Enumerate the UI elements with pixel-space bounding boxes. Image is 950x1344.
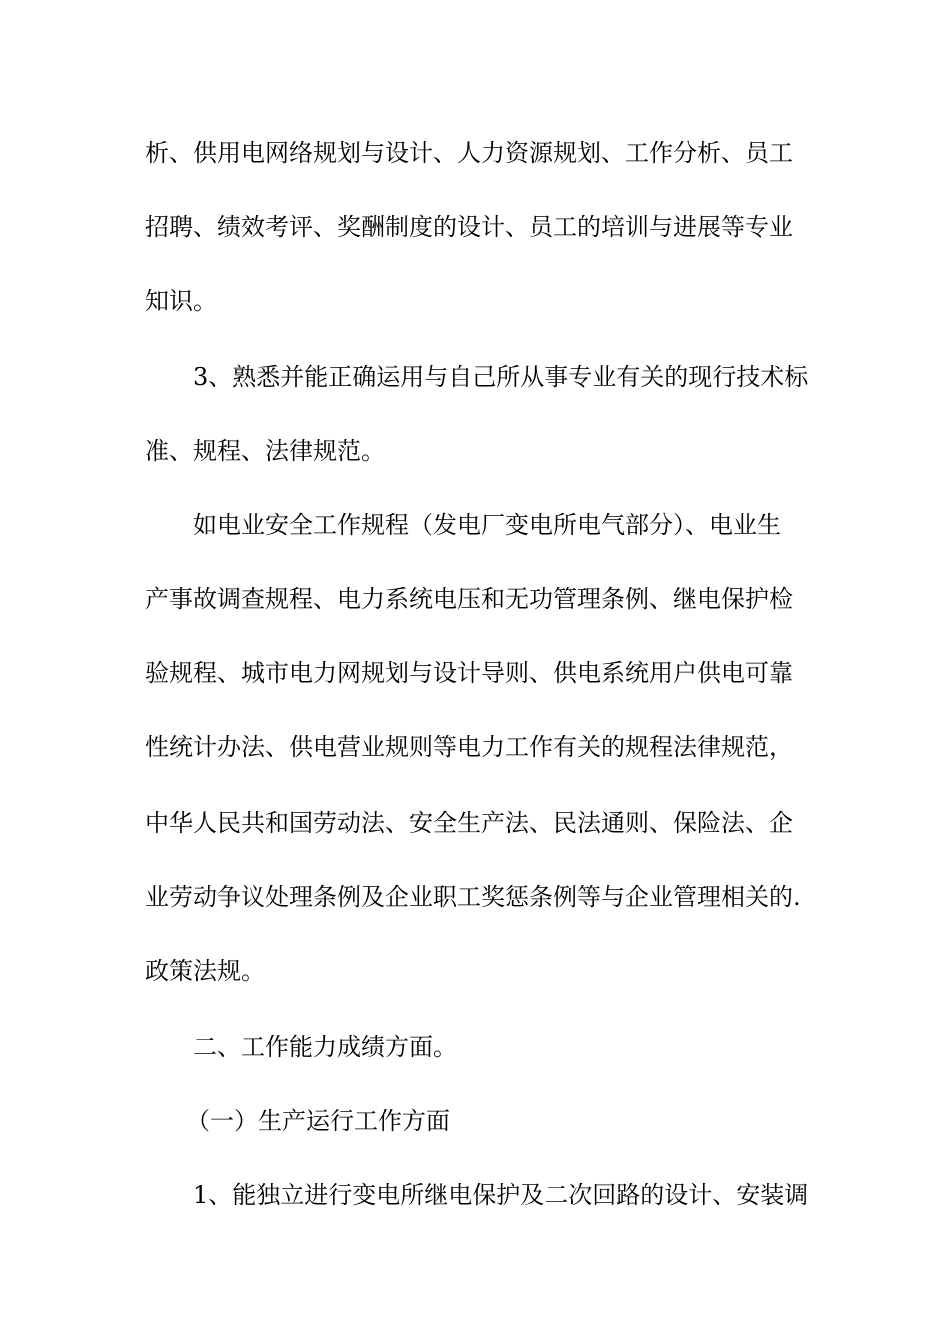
text-line: 1、能独立进行变电所继电保护及二次回路的设计、安装调 — [193, 1181, 809, 1209]
text-line: 性统计办法、供电营业规则等电力工作有关的规程法律规范， — [145, 733, 793, 761]
text-line: 析、供用电网络规划与设计、人力资源规划、工作分析、员工 — [145, 139, 793, 167]
text-line: 3、熟悉并能正确运用与自己所从事专业有关的现行技术标 — [193, 363, 809, 391]
text-line: 政策法规。 — [145, 957, 265, 985]
text-line: 业劳动争议处理条例及企业职工奖惩条例等与企业管理相关的. — [145, 883, 801, 911]
subsection-heading: （一）生产运行工作方面 — [186, 1107, 450, 1135]
text-line: 如电业安全工作规程（发电厂变电所电气部分）、电业生 — [193, 511, 781, 539]
text-line: 准、规程、法律规范。 — [145, 437, 385, 465]
section-heading: 二、工作能力成绩方面。 — [193, 1033, 457, 1061]
text-line: 知识。 — [145, 287, 217, 315]
text-line: 中华人民共和国劳动法、安全生产法、民法通则、保险法、企 — [145, 809, 793, 837]
text-line: 招聘、绩效考评、奖酬制度的设计、员工的培训与进展等专业 — [145, 213, 793, 241]
text-line: 验规程、城市电力网规划与设计导则、供电系统用户供电可靠 — [145, 659, 793, 687]
text-line: 产事故调查规程、电力系统电压和无功管理条例、继电保护检 — [145, 585, 793, 613]
